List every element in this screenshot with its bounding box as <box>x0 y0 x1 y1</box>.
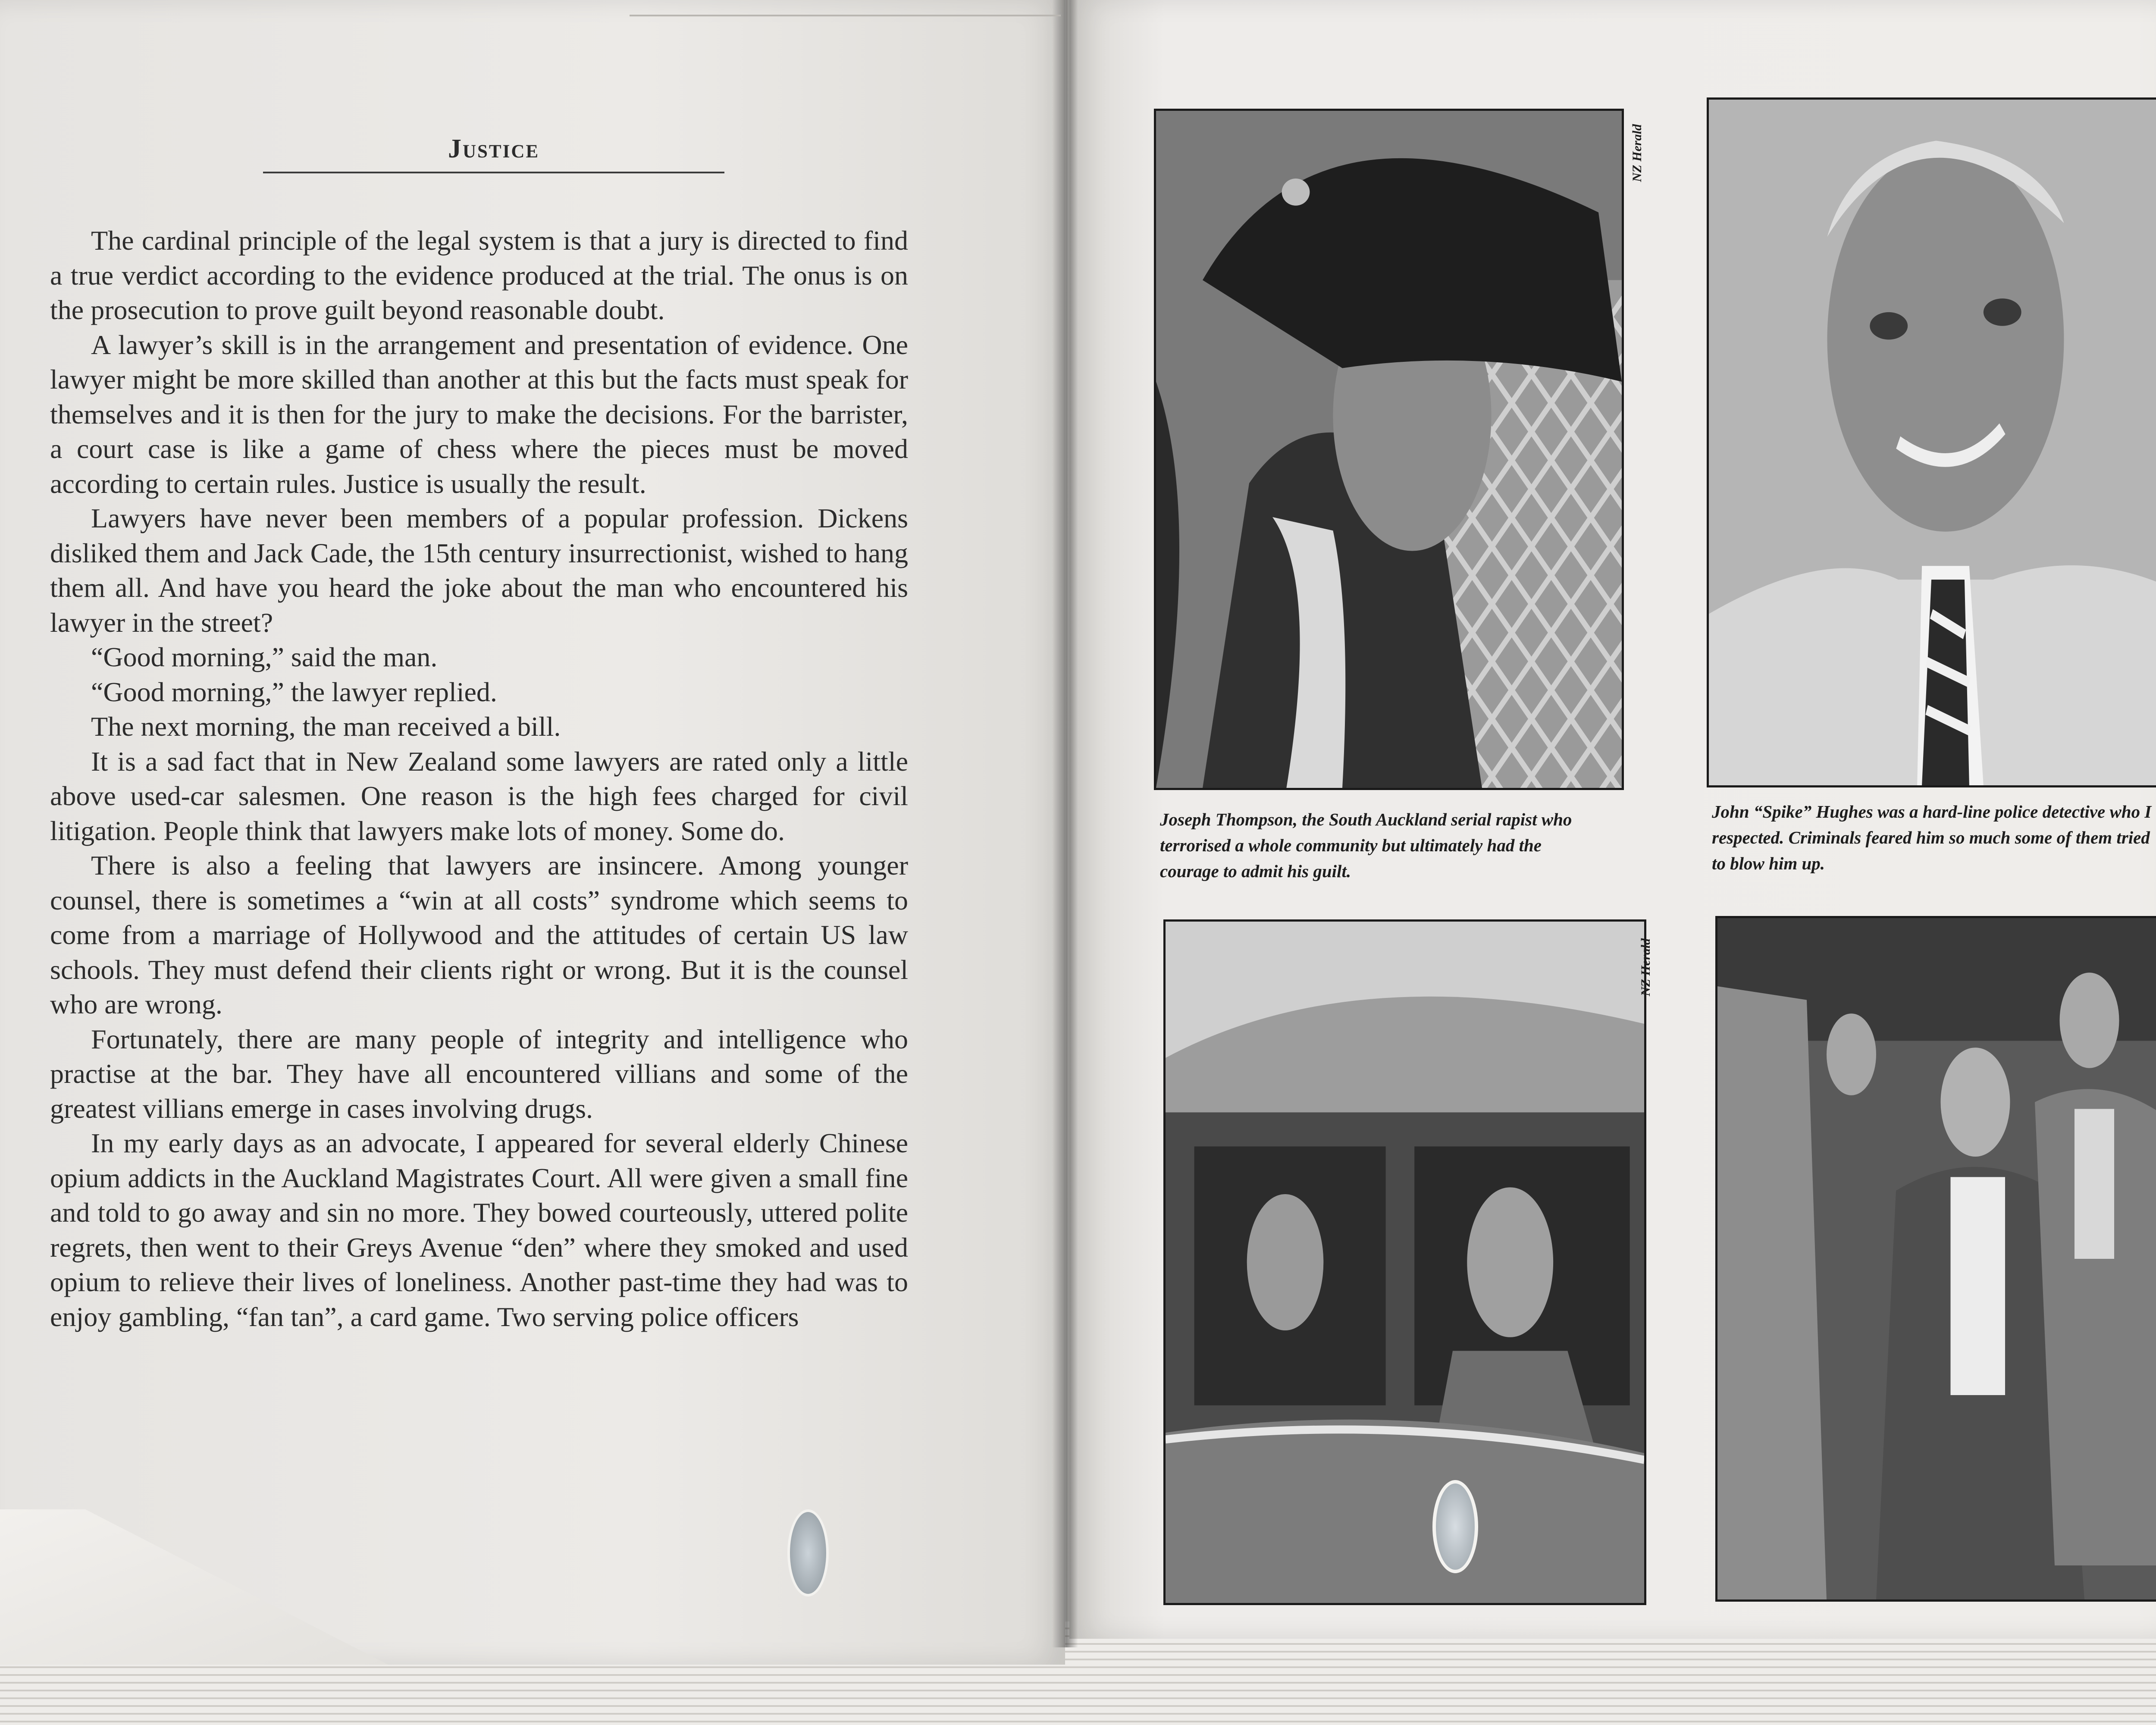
page-damage <box>1432 1480 1478 1573</box>
body-text <box>50 223 908 1629</box>
photo-caption: Joseph Thompson, the South Auckland serial rapist who terrorised a whole community but ultimately had the courage to admit his guilt. <box>1160 809 1572 881</box>
photo-car <box>1163 919 1646 1605</box>
photo-hughes <box>1707 97 2156 787</box>
photo-thompson <box>1154 109 1624 790</box>
paragraph: It is a sad fact that in New Zealand some lawyers are rated only a little above used-car salesmen. One reason is the high fees charged for civil litigation. People think that lawyers make lots of money. Some do. <box>50 746 908 846</box>
paragraph: In my early days as an advocate, I appeared for several elderly Chinese opium addicts in the Auckland Magistrates Court. All were given a small fine and told to go away and sin no more. They bowed courteously, uttered polite regrets, then went to their Greys Avenue “den” where they smoked and used opium to relieve their lives of loneliness. Another past-time they had was to enjoy gambling, “fan tan”, a card game. Two serving police officers <box>50 1128 908 1332</box>
photo-credit: NZ Herald <box>1630 124 1644 182</box>
photo-credit: NZ Herald <box>1639 938 1653 996</box>
paragraph: “Good morning,” the lawyer replied. <box>91 676 497 707</box>
photo-escort-image <box>1717 918 2156 1600</box>
photo-hughes-image <box>1709 100 2156 785</box>
paragraph: There is also a feeling that lawyers are insincere. Among younger counsel, there is sometimes a “win at all costs” syndrome which seems to come from a marriage of Hollywood and the attitudes of certain US law schools. They must defend their clients right or wrong. But it is the counsel who are wrong. <box>50 850 908 1019</box>
book-gutter <box>1052 0 1078 1647</box>
photo-escort <box>1715 916 2156 1602</box>
paragraph: Lawyers have never been members of a popular profession. Dickens disliked them and Jack Cade, the 15th century insurrectionist, wished to hang them all. And have you heard the joke about the man who encountered his lawyer in the street? <box>50 503 908 638</box>
paragraph: Fortunately, there are many people of integrity and intelligence who practise at the bar. They have all encountered villians and some of the greatest villians emerge in cases involving drugs. <box>50 1023 908 1124</box>
photo-thompson-image <box>1156 111 1622 788</box>
page-heading: Justice <box>448 134 540 163</box>
paragraph: A lawyer’s skill is in the arrangement and presentation of evidence. One lawyer might be more skilled than another at this but the facts must speak for themselves and it is then for the jury to make the decisions. For the barrister, a court case is like a game of chess where the pieces must be moved according to certain rules. Justice is usually the result. <box>50 329 908 499</box>
photo-car-image <box>1166 922 1644 1603</box>
photo-caption: John “Spike” Hughes was a hard-line police detective who I respected. Criminals feared him so much some of them tried to blow him up. <box>1712 802 2152 873</box>
paragraph: The cardinal principle of the legal system is that a jury is directed to find a true verdict according to the evidence produced at the trial. The onus is on the prosecution to prove guilt beyond reasonable doubt. <box>50 225 908 325</box>
heading-underline <box>263 172 724 173</box>
top-rule <box>630 15 1061 16</box>
page-damage <box>787 1509 829 1596</box>
paragraph: “Good morning,” said the man. <box>91 642 438 672</box>
paragraph: The next morning, the man received a bill. <box>91 711 561 742</box>
